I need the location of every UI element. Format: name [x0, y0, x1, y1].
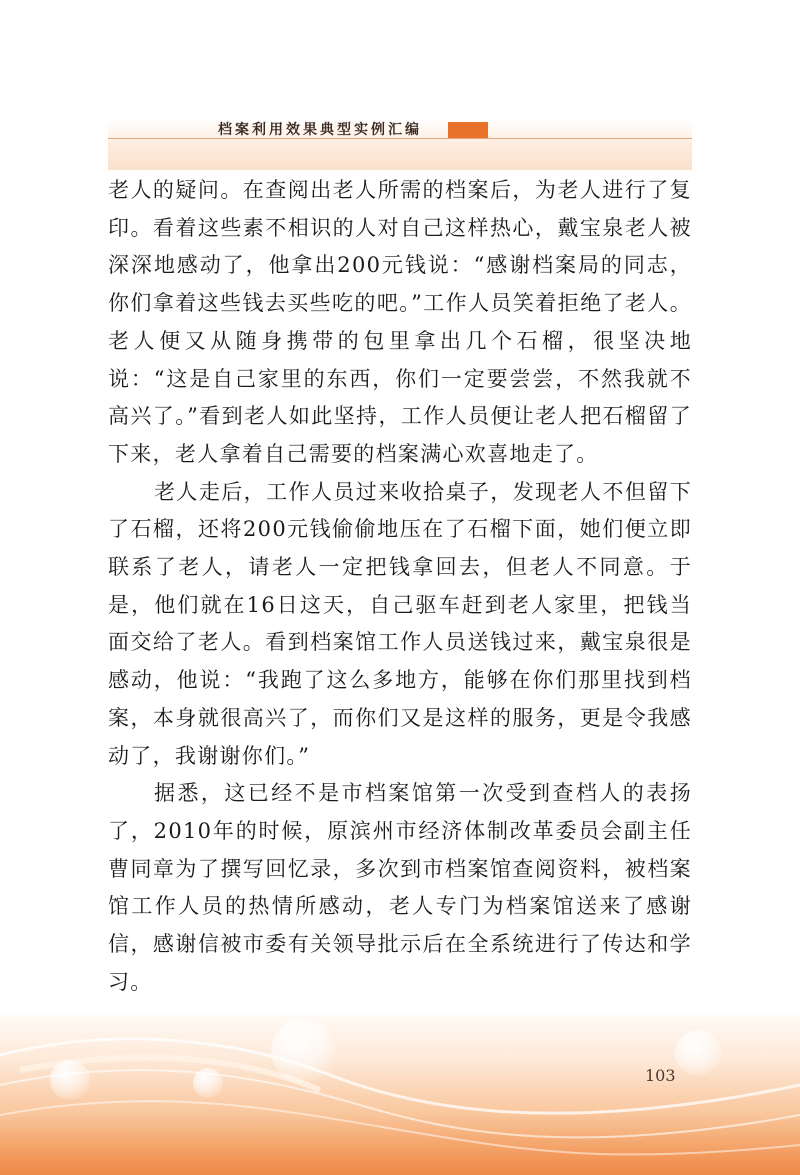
- header-accent-block: [448, 122, 488, 138]
- paragraph: 据悉，这已经不是市档案馆第一次受到查档人的表扬了，2010年的时候，原滨州市经济体制改革委员会副主任曹同章为了撰写回忆录，多次到市档案馆查阅资料，被档案馆工作人员的热情所感动，老人专门为档案馆送来了感谢信，感谢信被市委有关领导批示后在全系统进行了传达和学习。: [108, 781, 692, 994]
- page-number: 103: [645, 1066, 676, 1085]
- bubble: [193, 1068, 223, 1098]
- bubble: [271, 1019, 335, 1083]
- header-title: 档案利用效果典型实例汇编: [218, 122, 422, 138]
- footer-decoration: [0, 1015, 800, 1175]
- bubble: [675, 1030, 721, 1076]
- footer-swirl-graphic: [0, 1015, 800, 1175]
- paragraph-continued: 老人的疑问。在查阅出老人所需的档案后，为老人进行了复印。看着这些素不相识的人对自己这样热心，戴宝泉老人被深深地感动了，他拿出200元钱说：“感谢档案局的同志，你们拿着这些钱去买些吃的吧。”工作人员笑着拒绝了老人。老人便又从随身携带的包里拿出几个石榴，很坚决地说：“这是自己家里的东西，你们一定要尝尝，不然我就不高兴了。”看到老人如此坚持，工作人员便让老人把石榴留了下来，老人拿着自己需要的档案满心欢喜地走了。: [108, 178, 692, 466]
- running-header: [108, 118, 692, 170]
- body-text: [108, 172, 692, 1001]
- bubble: [50, 1060, 90, 1100]
- paragraph: 老人走后，工作人员过来收拾桌子，发现老人不但留下了石榴，还将200元钱偷偷地压在了石榴下面，她们便立即联系了老人，请老人一定把钱拿回去，但老人不同意。于是，他们就在16日这天，自己驱车赶到老人家里，把钱当面交给了老人。看到档案馆工作人员送钱过来，戴宝泉很是感动，他说：“我跑了这么多地方，能够在你们那里找到档案，本身就很高兴了，而你们又是这样的服务，更是令我感动了，我谢谢你们。”: [108, 479, 692, 768]
